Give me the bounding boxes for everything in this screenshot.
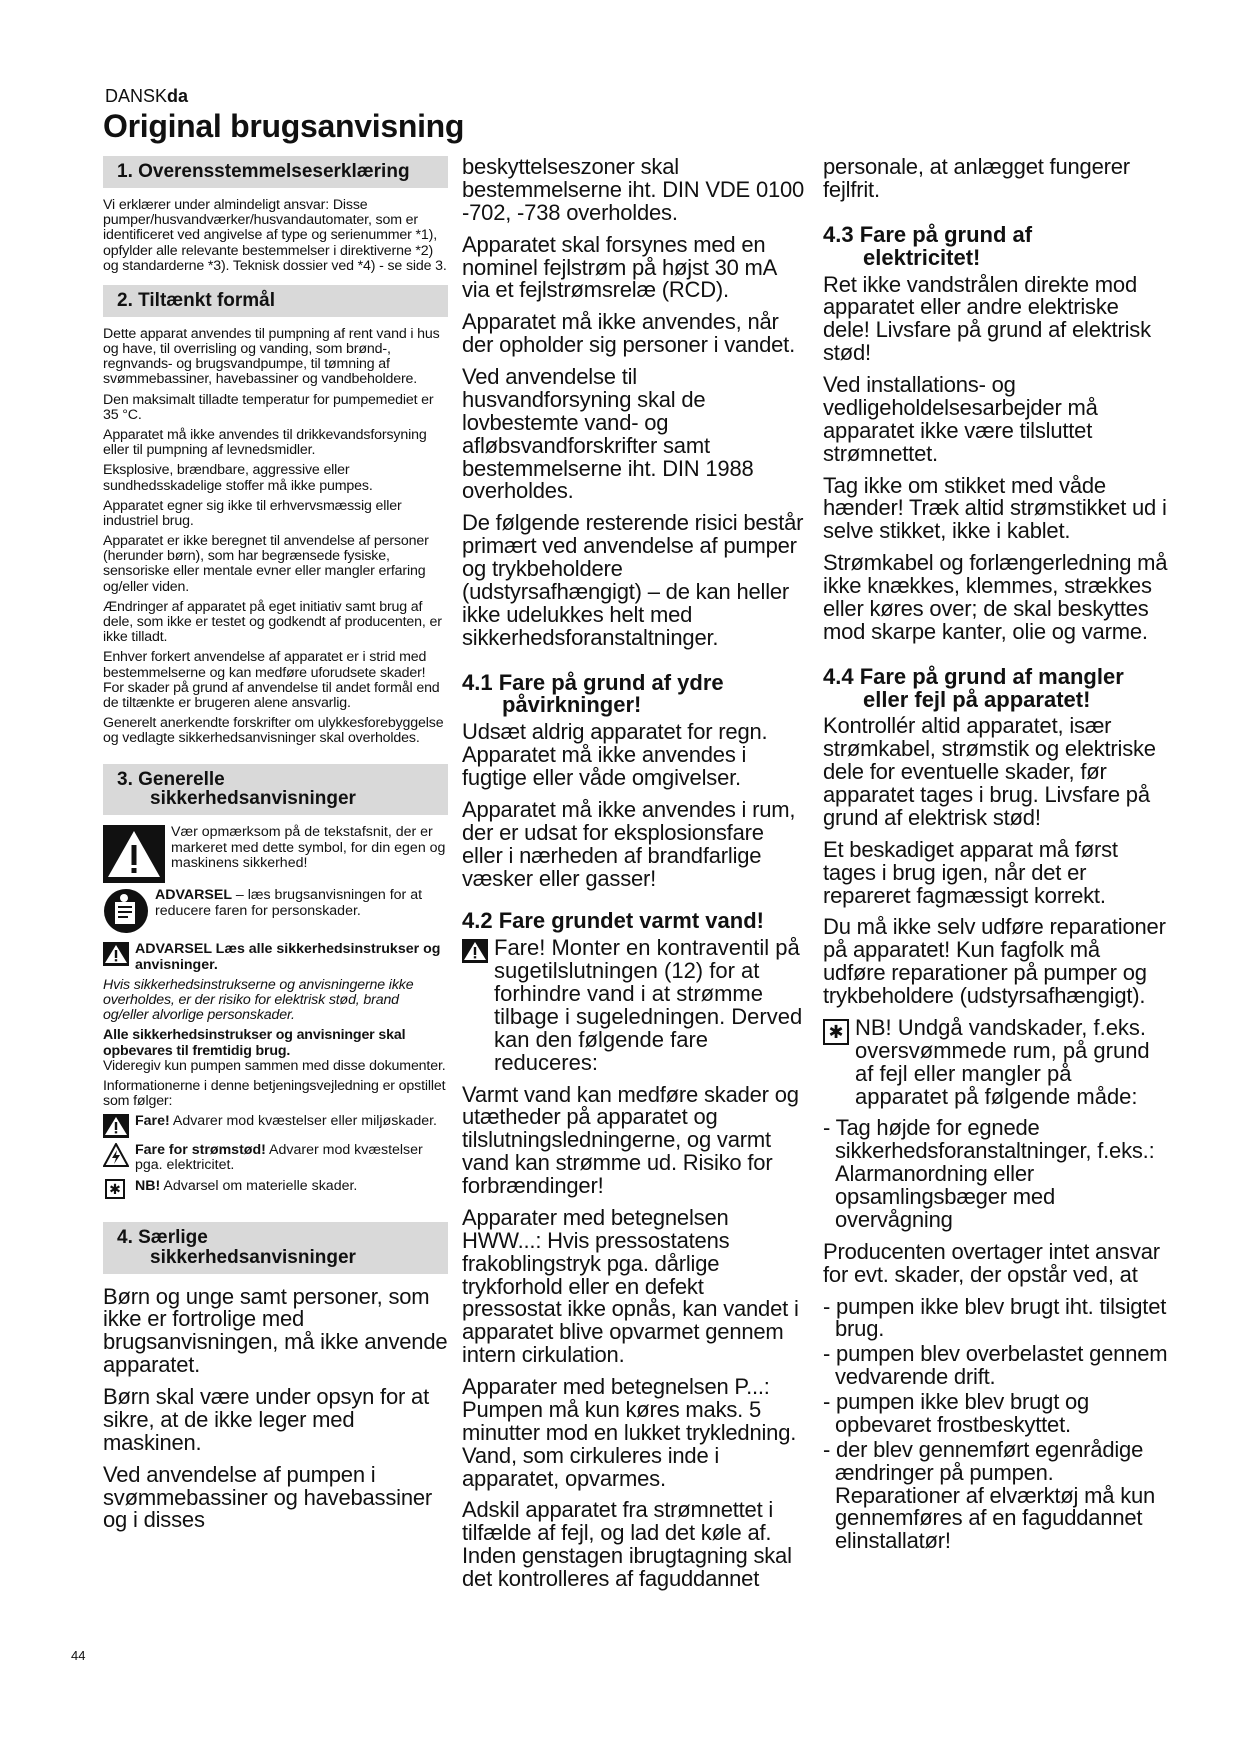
paragraph: Adskil apparatet fra strømnettet i tilfælde af fejl, og lad det køle af. Inden genstagen ibrugtagning skal det kontrolleres af faguddannet	[462, 1497, 792, 1591]
paragraph: Børn skal være under opsyn for at sikre, at de ikke leger med maskinen.	[103, 1384, 429, 1455]
read-manual-row	[103, 888, 448, 934]
paragraph: Ændringer af apparatet på eget initiativ samt brug af dele, som ikke er testet og godkendt af producenten, er ikke tilladt.	[103, 598, 442, 646]
backflow-warning-row	[462, 937, 807, 1074]
list-item: - Tag højde for egnede sikkerhedsforanstaltninger, f.eks.: Alarmanordning eller opsamlingsbæger med overvågning	[823, 1115, 1155, 1232]
heading-line: 4.4 Fare på grund af mangler	[823, 663, 1124, 689]
heading-line: 3. Generelle	[117, 768, 225, 790]
paragraph: Et beskadiget apparat må først tages i brug igen, når det er repareret fagmæssigt korrekt.	[823, 836, 1118, 908]
section-1-heading: 1. Overensstemmelseserklæring	[103, 156, 448, 188]
paragraph: Den maksimalt tilladte temperatur for pumpemediet er 35 °C.	[103, 391, 434, 423]
section-3-body	[103, 825, 448, 1198]
paragraph: Apparatet egner sig ikke til erhvervsmæssig eller industriel brug.	[103, 497, 402, 529]
section-4-body	[103, 1283, 448, 1533]
paragraph: Eksplosive, brændbare, aggressive eller sundhedsskadelige stoffer må ikke pumpes.	[103, 462, 373, 494]
heading-line: sikkerhedsanvisninger	[150, 1246, 356, 1268]
paragraph: Strømkabel og forlængerledning må ikke knækkes, klemmes, strækkes eller køres over; de skal beskyttes mod skarpe kanter, olie og varme.	[823, 550, 1168, 644]
paragraph: Kontrollér altid apparatet, især strømkabel, strømstik og elektriske dele for eventuelle skader, før apparatet tages i brug. Livsfare på grund af elektrisk stød!	[823, 713, 1156, 830]
paragraph: Apparatet er ikke beregnet til anvendelse af personer (herunder børn), som har begrænsede fysiske, sensoriske eller mentale evner eller mangler erfaring og/eller viden.	[103, 533, 429, 595]
warning-triangle-icon	[103, 1114, 129, 1138]
paragraph: Varmt vand kan medføre skader og utætheder på apparatet og tilslutningsledningerne, og varmt vand kan strømme ud. Risiko for forbrændinger!	[462, 1081, 799, 1198]
paragraph: Apparater med betegnelsen P...: Pumpen må kun køres maks. 5 minutter mod en lukket trykledning. Vand, som cirkuleres inde i apparatet, opvarmes.	[462, 1374, 797, 1491]
paragraph: Apparatet må ikke anvendes i rum, der er udsat for eksplosionsfare eller i nærheden af brandfarlige væsker eller gasser!	[462, 796, 796, 891]
symbol-explanation-text: Vær opmærksom på de tekstafsnit, der er markeret med dette symbol, for din egen og maskinens sikkerhed!	[171, 824, 446, 871]
paragraph: beskyttelseszoner skal bestemmelserne iht. DIN VDE 0100 -702, -738 overholdes.	[462, 154, 805, 225]
heading-line: sikkerhedsanvisninger	[150, 788, 356, 810]
legend-text: Advarer mod kvæstelser pga. elektricitet.	[135, 1142, 423, 1174]
paragraph: Producenten overtager intet ansvar for evt. skader, der opstår ved, at	[823, 1238, 1160, 1287]
page-number: 44	[71, 1648, 86, 1663]
paragraph: Du må ikke selv udføre reparationer på apparatet! Kun fagfolk må udføre reparationer på pumper og trykbeholdere (udstyrsafhængigt).	[823, 914, 1166, 1008]
paragraph: De følgende resterende risici består primært ved anvendelse af pumper og trykbeholdere (udstyrsafhængigt) – de kan heller ikke udelukkes helt med sikkerhedsforanstaltninger.	[462, 510, 804, 650]
electric-legend-text	[135, 1143, 448, 1173]
heading-line: elektricitet!	[863, 244, 981, 270]
language-label	[105, 86, 188, 107]
paragraph: Tag ikke om stikket med våde hænder! Træk altid strømstikket ud i selve stikket, ikke i kablet.	[823, 472, 1167, 544]
symbol-explanation-row	[103, 825, 448, 883]
page-title: Original brugsanvisning	[103, 108, 465, 144]
heading-line: 4.1 Fare på grund af ydre	[462, 669, 724, 695]
nb-legend-text	[135, 1179, 448, 1194]
paragraph: Ved installations- og vedligeholdelsesarbejder må apparatet ikke være tilsluttet strømnettet.	[823, 372, 1098, 466]
warning-triangle-icon	[103, 825, 165, 883]
keep-instructions-text: Videregiv kun pumpen sammen med disse dokumenter.	[103, 1057, 446, 1074]
heading-line: eller fejl på apparatet!	[863, 686, 1091, 712]
paragraph: Apparatet må ikke anvendes til drikkevandsforsyning eller til pumpning af levnedsmidler.	[103, 426, 427, 459]
danger-legend-text	[135, 1114, 448, 1129]
general-warning-text: Hvis sikkerhedsinstrukserne og anvisningerne ikke overholdes, er der risiko for elektrisk stød, brand og/eller alvorlige personskader.	[103, 976, 414, 1024]
legend-text: Advarsel om materielle skader.	[160, 1177, 358, 1194]
read-manual-text	[155, 888, 448, 918]
heading-line: påvirkninger!	[502, 692, 642, 718]
list-item: - pumpen blev overbelastet gennem vedvarende drift.	[823, 1341, 1168, 1390]
warning-triangle-icon	[462, 939, 488, 963]
column-1	[103, 156, 448, 1541]
legend-label: Fare!	[135, 1113, 170, 1130]
list-item: - pumpen ikke blev brugt iht. tilsigtet brug.	[823, 1293, 1167, 1342]
paragraph: Ved anvendelse til husvandforsyning skal de lovbestemte vand- og afløbsvandforskrifter samt bestemmelserne iht. DIN 1988 overholdes.	[462, 364, 754, 504]
list-item: - der blev gennemført egenrådige ændringer på pumpen. Reparationer af elværktøj må kun gennemføres af en faguddannet elinstallatør!	[823, 1436, 1156, 1554]
electric-shock-icon	[103, 1143, 129, 1167]
section-2-body	[103, 327, 448, 747]
warning-label: ADVARSEL	[155, 887, 232, 904]
paragraph: Ved anvendelse af pumpen i svømmebassiner og havebassiner og i disses	[103, 1461, 433, 1533]
paragraph: Generelt anerkendte forskrifter om ulykkesforebyggelse og vedlagte sikkerhedsanvisninger skal overholdes.	[103, 715, 444, 747]
keep-instructions	[103, 1028, 448, 1074]
paragraph: Vi erklærer under almindeligt ansvar: Disse pumper/husvandværker/husvandautomater, som er identificeret ved angivelse af type og serienummer *1), opfylder alle relevante bestemmelser i direktiverne *2) og standarderne *3). Teknisk dossier ved *4) - se side 3.	[103, 196, 447, 274]
column-2	[462, 156, 807, 1600]
material-damage-icon: ✱	[105, 1179, 125, 1199]
paragraph: Apparatet skal forsynes med en nominel fejlstrøm på højst 30 mA via et fejlstrømsrelæ (RCD).	[462, 231, 776, 303]
electric-legend-row	[103, 1143, 448, 1173]
paragraph: Børn og unge samt personer, som ikke er fortrolige med brugsanvisningen, må ikke anvende apparatet.	[103, 1283, 448, 1378]
general-warning-row	[103, 942, 448, 972]
backflow-warning-text: Fare! Monter en kontraventil på sugetilslutningen (12) for at forhindre vand i at strømme tilbage i sugeledningen. Derved kan den følgende fare reduceres:	[494, 935, 803, 1075]
paragraph: Apparatet må ikke anvendes, når der opholder sig personer i vandet.	[462, 309, 795, 358]
paragraph: Informationerne i denne betjeningsvejledning er opstillet som følger:	[103, 1077, 446, 1110]
section-4-1-heading	[462, 669, 807, 718]
paragraph: Apparater med betegnelsen HWW...: Hvis pressostatens frakoblingstryk pga. dårlige trykforhold eller en defekt pressostat ikke opnås, kan vandet i apparatet blive opvarmet gennem intern cirkulation.	[462, 1204, 799, 1368]
list-item: - pumpen ikke blev brugt og opbevaret frostbeskyttet.	[823, 1389, 1090, 1437]
legend-text: Advarer mod kvæstelser eller miljøskader.	[169, 1113, 437, 1130]
general-warning-heading: ADVARSEL Læs alle sikkerhedsinstrukser og anvisninger.	[135, 941, 441, 973]
legend-label: NB!	[135, 1177, 161, 1194]
warning-text: – læs brugsanvisningen for at reducere faren for personskader.	[155, 887, 423, 919]
danger-legend-row	[103, 1114, 448, 1138]
warning-triangle-icon	[103, 942, 129, 966]
section-2-heading: 2. Tiltænkt formål	[103, 285, 448, 317]
water-damage-nb-row	[823, 1014, 1168, 1109]
section-1-body	[103, 198, 448, 274]
read-manual-icon	[103, 888, 149, 934]
section-4-4-heading	[823, 663, 1168, 712]
paragraph: Ret ikke vandstrålen direkte mod apparatet eller andre elektriske dele! Livsfare på grund af elektrisk stød!	[823, 271, 1151, 366]
section-4-2-heading: 4.2 Fare grundet varmt vand!	[462, 908, 764, 934]
heading-line: 4. Særlige	[117, 1226, 208, 1248]
language-code: da	[167, 86, 189, 106]
legend-label: Fare for strømstød!	[135, 1142, 266, 1159]
paragraph: Dette apparat anvendes til pumpning af rent vand i hus og have, til overrisling og vanding, som brønd-, regnvands- og brugsvandpumpe, til tømning af svømmebassiner, havebassiner og vandbeholdere.	[103, 325, 440, 388]
paragraph: Enhver forkert anvendelse af apparatet er i strid med bestemmelserne og kan medføre uforudsete skader! For skader på grund af anvendelse til andet formål end de tiltænkte er brugeren alene ansvarlig.	[103, 649, 440, 711]
heading-line: 4.3 Fare på grund af	[823, 221, 1033, 247]
language-name: DANSK	[105, 86, 168, 106]
material-damage-icon: ✱	[823, 1019, 849, 1045]
nb-legend-row	[103, 1179, 448, 1199]
column-3	[823, 156, 1168, 1555]
section-3-heading	[103, 764, 448, 816]
water-damage-nb-text: NB! Undgå vandskader, f.eks. oversvømmede rum, på grund af fejl eller mangler på apparatet på følgende måde:	[855, 1014, 1150, 1109]
section-4-3-heading	[823, 221, 1168, 270]
paragraph: Udsæt aldrig apparatet for regn. Apparatet må ikke anvendes i fugtige eller våde omgivelser.	[462, 719, 768, 790]
section-4-heading	[103, 1222, 448, 1274]
keep-instructions-heading: Alle sikkerhedsinstrukser og anvisninger skal opbevares til fremtidig brug.	[103, 1027, 406, 1059]
paragraph: personale, at anlægget fungerer fejlfrit.	[823, 154, 1130, 202]
